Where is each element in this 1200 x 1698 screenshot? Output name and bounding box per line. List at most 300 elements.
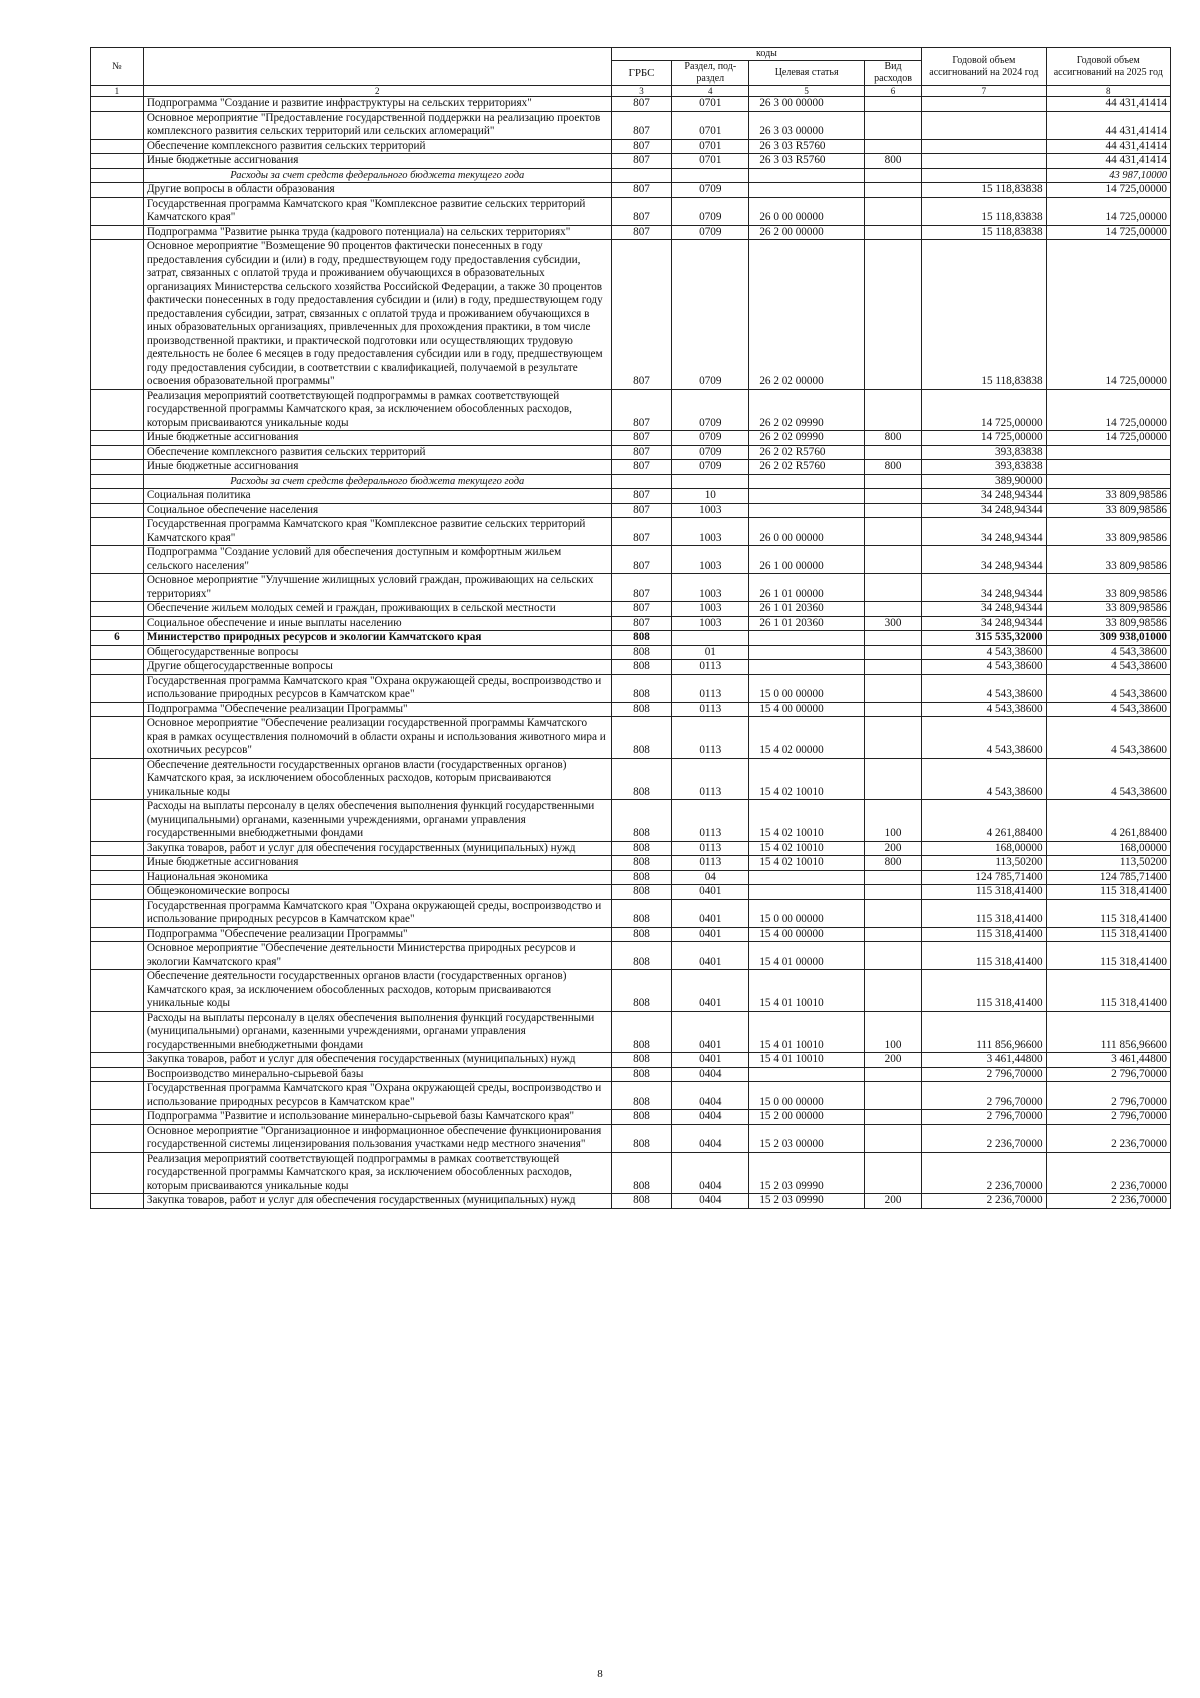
row-name: Подпрограмма "Развитие и использование минерально-сырьевой базы Камчатского края" <box>143 1110 611 1125</box>
row-section: 0401 <box>672 899 749 927</box>
row-number <box>91 702 144 717</box>
row-name: Расходы на выплаты персоналу в целях обеспечения выполнения функций государственными (муниципальными) органами, казенными учреждениями, органами управления государственными внебюджетными фондами <box>143 800 611 842</box>
row-name: Другие вопросы в области образования <box>143 183 611 198</box>
row-grbs: 808 <box>611 758 672 800</box>
row-grbs: 807 <box>611 240 672 390</box>
row-number <box>91 856 144 871</box>
row-expense-type: 800 <box>864 460 921 475</box>
row-name: Обеспечение комплексного развития сельских территорий <box>143 139 611 154</box>
table-row <box>91 139 1171 154</box>
row-amount-2025 <box>1046 445 1170 460</box>
row-number <box>91 717 144 759</box>
row-amount-2025: 309 938,01000 <box>1046 631 1170 646</box>
row-amount-2025: 44 431,41414 <box>1046 111 1170 139</box>
row-section: 0113 <box>672 674 749 702</box>
row-section: 0404 <box>672 1082 749 1110</box>
row-expense-type <box>864 503 921 518</box>
row-section: 0701 <box>672 111 749 139</box>
row-amount-2025: 14 725,00000 <box>1046 431 1170 446</box>
row-target-article: 26 0 00 00000 <box>749 197 865 225</box>
row-number <box>91 1067 144 1082</box>
row-amount-2024 <box>922 168 1046 183</box>
row-section: 0113 <box>672 800 749 842</box>
row-grbs: 808 <box>611 800 672 842</box>
row-amount-2025: 124 785,71400 <box>1046 870 1170 885</box>
table-row <box>91 1082 1171 1110</box>
column-number: 6 <box>864 86 921 97</box>
row-section: 0701 <box>672 154 749 169</box>
row-name: Реализация мероприятий соответствующей подпрограммы в рамках соответствующей государственной программы Камчатского края, за исключением обособленных расходов, которым присваиваются уникальные коды <box>143 1152 611 1194</box>
row-expense-type <box>864 1067 921 1082</box>
row-expense-type: 200 <box>864 841 921 856</box>
row-amount-2025: 4 543,38600 <box>1046 717 1170 759</box>
row-target-article: 26 2 02 R5760 <box>749 460 865 475</box>
row-amount-2024: 34 248,94344 <box>922 574 1046 602</box>
row-expense-type <box>864 631 921 646</box>
row-target-article <box>749 503 865 518</box>
row-amount-2024 <box>922 154 1046 169</box>
row-grbs: 807 <box>611 139 672 154</box>
row-number <box>91 660 144 675</box>
table-row <box>91 927 1171 942</box>
row-grbs <box>611 168 672 183</box>
row-target-article: 26 0 00 00000 <box>749 518 865 546</box>
row-grbs: 808 <box>611 942 672 970</box>
row-number <box>91 460 144 475</box>
row-amount-2025: 44 431,41414 <box>1046 139 1170 154</box>
row-name: Обеспечение жильем молодых семей и граждан, проживающих в сельской местности <box>143 602 611 617</box>
row-expense-type <box>864 197 921 225</box>
row-amount-2024: 4 543,38600 <box>922 674 1046 702</box>
table-row <box>91 489 1171 504</box>
row-target-article: 26 3 00 00000 <box>749 97 865 112</box>
row-target-article: 26 2 02 00000 <box>749 240 865 390</box>
header-expense-type: Вид расходов <box>864 61 921 86</box>
row-grbs: 808 <box>611 1110 672 1125</box>
row-amount-2024: 2 236,70000 <box>922 1194 1046 1209</box>
row-number <box>91 942 144 970</box>
row-amount-2025: 168,00000 <box>1046 841 1170 856</box>
row-number <box>91 225 144 240</box>
row-amount-2024: 168,00000 <box>922 841 1046 856</box>
row-section: 1003 <box>672 602 749 617</box>
row-amount-2024: 34 248,94344 <box>922 602 1046 617</box>
row-number <box>91 1082 144 1110</box>
row-target-article: 15 0 00 00000 <box>749 674 865 702</box>
row-expense-type <box>864 1110 921 1125</box>
row-grbs: 807 <box>611 389 672 431</box>
row-name: Подпрограмма "Обеспечение реализации Программы" <box>143 927 611 942</box>
row-grbs: 808 <box>611 927 672 942</box>
row-section: 1003 <box>672 616 749 631</box>
row-number <box>91 111 144 139</box>
row-target-article: 26 2 02 09990 <box>749 431 865 446</box>
row-amount-2025: 115 318,41400 <box>1046 970 1170 1012</box>
row-amount-2025: 33 809,98586 <box>1046 546 1170 574</box>
header-2025: Годовой объем ассигнований на 2025 год <box>1046 48 1170 86</box>
row-target-article: 26 1 01 20360 <box>749 616 865 631</box>
row-target-article: 26 2 02 R5760 <box>749 445 865 460</box>
table-row <box>91 1011 1171 1053</box>
row-section <box>672 474 749 489</box>
row-amount-2024: 113,50200 <box>922 856 1046 871</box>
row-grbs: 807 <box>611 602 672 617</box>
row-grbs: 808 <box>611 702 672 717</box>
page-number: 8 <box>597 1668 603 1680</box>
row-name: Обеспечение деятельности государственных органов власти (государственных органов) Камчатского края, за исключением обособленных расходов, которым присваиваются уникальные коды <box>143 758 611 800</box>
row-amount-2025: 14 725,00000 <box>1046 240 1170 390</box>
row-amount-2025: 33 809,98586 <box>1046 489 1170 504</box>
row-section: 1003 <box>672 574 749 602</box>
row-grbs: 808 <box>611 645 672 660</box>
row-amount-2024: 15 118,83838 <box>922 225 1046 240</box>
row-name: Основное мероприятие "Организационное и информационное обеспечение функционирования государственной системы лицензирования пользования участками недр местного значения" <box>143 1124 611 1152</box>
row-name: Основное мероприятие "Улучшение жилищных условий граждан, проживающих на сельских территориях" <box>143 574 611 602</box>
row-expense-type: 800 <box>864 154 921 169</box>
row-amount-2024: 4 543,38600 <box>922 660 1046 675</box>
row-amount-2024: 15 118,83838 <box>922 240 1046 390</box>
row-section: 0709 <box>672 460 749 475</box>
row-amount-2025: 4 543,38600 <box>1046 702 1170 717</box>
row-section: 0113 <box>672 660 749 675</box>
row-name: Расходы за счет средств федерального бюджета текущего года <box>143 168 611 183</box>
row-name: Основное мероприятие "Обеспечение реализации государственной программы Камчатского края в рамках осуществления полномочий в области охраны и использования животного мира и охотничьих ресурсов" <box>143 717 611 759</box>
row-number <box>91 899 144 927</box>
header-name-blank <box>143 48 611 86</box>
row-expense-type <box>864 758 921 800</box>
table-row <box>91 645 1171 660</box>
row-grbs: 808 <box>611 899 672 927</box>
row-grbs: 807 <box>611 546 672 574</box>
row-amount-2025: 115 318,41400 <box>1046 927 1170 942</box>
row-amount-2025: 115 318,41400 <box>1046 899 1170 927</box>
table-row <box>91 616 1171 631</box>
row-number <box>91 431 144 446</box>
row-amount-2025: 33 809,98586 <box>1046 518 1170 546</box>
row-amount-2025: 115 318,41400 <box>1046 885 1170 900</box>
row-amount-2024: 34 248,94344 <box>922 616 1046 631</box>
column-number-row <box>91 86 1171 97</box>
row-number <box>91 674 144 702</box>
table-row <box>91 183 1171 198</box>
row-amount-2025: 4 543,38600 <box>1046 674 1170 702</box>
row-amount-2024: 2 796,70000 <box>922 1082 1046 1110</box>
row-number <box>91 602 144 617</box>
row-number <box>91 1053 144 1068</box>
row-name: Подпрограмма "Развитие рынка труда (кадрового потенциала) на сельских территориях" <box>143 225 611 240</box>
row-section: 0401 <box>672 1053 749 1068</box>
row-number <box>91 616 144 631</box>
row-amount-2025 <box>1046 460 1170 475</box>
row-target-article: 15 2 03 09990 <box>749 1152 865 1194</box>
row-target-article: 26 3 03 00000 <box>749 111 865 139</box>
row-expense-type <box>864 183 921 198</box>
row-amount-2024: 34 248,94344 <box>922 503 1046 518</box>
row-amount-2025: 44 431,41414 <box>1046 154 1170 169</box>
table-row <box>91 445 1171 460</box>
column-number: 2 <box>143 86 611 97</box>
table-row <box>91 674 1171 702</box>
row-grbs: 808 <box>611 1152 672 1194</box>
row-amount-2024: 4 543,38600 <box>922 717 1046 759</box>
row-expense-type <box>864 1124 921 1152</box>
row-name: Другие общегосударственные вопросы <box>143 660 611 675</box>
table-row <box>91 970 1171 1012</box>
row-amount-2025: 113,50200 <box>1046 856 1170 871</box>
header-section: Раздел, под-раздел <box>672 61 749 86</box>
row-name: Общегосударственные вопросы <box>143 645 611 660</box>
row-section <box>672 168 749 183</box>
column-number: 7 <box>922 86 1046 97</box>
row-expense-type: 100 <box>864 1011 921 1053</box>
row-amount-2025: 2 236,70000 <box>1046 1124 1170 1152</box>
row-section: 0113 <box>672 702 749 717</box>
row-amount-2025: 14 725,00000 <box>1046 183 1170 198</box>
row-target-article <box>749 489 865 504</box>
row-amount-2025: 44 431,41414 <box>1046 97 1170 112</box>
row-grbs: 807 <box>611 460 672 475</box>
row-grbs: 808 <box>611 841 672 856</box>
row-section <box>672 631 749 646</box>
row-expense-type <box>864 474 921 489</box>
table-row-note <box>91 168 1171 183</box>
table-row <box>91 1110 1171 1125</box>
row-name: Государственная программа Камчатского края "Охрана окружающей среды, воспроизводство и использование природных ресурсов в Камчатском крае" <box>143 1082 611 1110</box>
row-expense-type <box>864 717 921 759</box>
row-section: 0113 <box>672 717 749 759</box>
table-row <box>91 518 1171 546</box>
row-section: 0709 <box>672 225 749 240</box>
row-name: Подпрограмма "Создание условий для обеспечения доступным и комфортным жильем сельского населения" <box>143 546 611 574</box>
row-section: 0709 <box>672 431 749 446</box>
row-section: 0709 <box>672 240 749 390</box>
row-section: 0401 <box>672 942 749 970</box>
row-amount-2025: 33 809,98586 <box>1046 574 1170 602</box>
table-row <box>91 841 1171 856</box>
row-number <box>91 489 144 504</box>
row-name: Обеспечение комплексного развития сельских территорий <box>143 445 611 460</box>
row-amount-2025: 14 725,00000 <box>1046 225 1170 240</box>
table-row <box>91 154 1171 169</box>
row-target-article: 15 0 00 00000 <box>749 1082 865 1110</box>
row-target-article: 26 2 00 00000 <box>749 225 865 240</box>
row-name: Основное мероприятие "Возмещение 90 процентов фактически понесенных в году предоставления субсидии и (или) в году, предшествующем году предоставления субсидии, затрат, связанных с оплатой труда и проживанием обучающихся в образовательных организациях Министерства сельского хозяйства Российской Федерации, а также 30 процентов фактически понесенных в году предоставления субсидии и (или) в году, предшествующем году предоставления субсидии, затрат, связанных с оплатой труда и проживанием обучающихся в иных образовательных организациях, привлеченных для прохождения практики, в том числе производственной практики, и практической подготовки или осуществляющих трудовую деятельность не более 6 месяцев в году предоставления субсидии или в году, предшествующем году предоставления субсидии, в соответствии с квалификацией, получаемой в результате освоения образовательной программы" <box>143 240 611 390</box>
table-row <box>91 240 1171 390</box>
row-grbs: 807 <box>611 183 672 198</box>
row-name: Государственная программа Камчатского края "Охрана окружающей среды, воспроизводство и использование природных ресурсов в Камчатском крае" <box>143 674 611 702</box>
row-grbs: 808 <box>611 870 672 885</box>
row-amount-2024: 34 248,94344 <box>922 489 1046 504</box>
row-number <box>91 183 144 198</box>
column-number: 1 <box>91 86 144 97</box>
row-amount-2024: 115 318,41400 <box>922 970 1046 1012</box>
row-target-article: 15 4 01 10010 <box>749 1011 865 1053</box>
row-expense-type: 800 <box>864 856 921 871</box>
row-number <box>91 645 144 660</box>
row-grbs: 808 <box>611 1011 672 1053</box>
row-amount-2024 <box>922 111 1046 139</box>
row-number <box>91 97 144 112</box>
row-name: Социальное обеспечение и иные выплаты населению <box>143 616 611 631</box>
row-amount-2024: 14 725,00000 <box>922 389 1046 431</box>
row-number <box>91 758 144 800</box>
row-amount-2025: 4 543,38600 <box>1046 645 1170 660</box>
row-name: Социальное обеспечение населения <box>143 503 611 518</box>
table-row <box>91 717 1171 759</box>
row-grbs: 807 <box>611 503 672 518</box>
row-number <box>91 168 144 183</box>
row-number <box>91 154 144 169</box>
row-expense-type <box>864 1082 921 1110</box>
row-grbs: 807 <box>611 518 672 546</box>
row-section: 0701 <box>672 139 749 154</box>
row-section: 0404 <box>672 1124 749 1152</box>
table-row <box>91 1194 1171 1209</box>
row-amount-2024: 3 461,44800 <box>922 1053 1046 1068</box>
table-row <box>91 899 1171 927</box>
row-section: 1003 <box>672 518 749 546</box>
row-amount-2024: 4 261,88400 <box>922 800 1046 842</box>
row-amount-2024: 393,83838 <box>922 445 1046 460</box>
row-section: 0113 <box>672 841 749 856</box>
header-codes: коды <box>611 48 921 61</box>
row-amount-2025: 2 236,70000 <box>1046 1194 1170 1209</box>
row-number <box>91 445 144 460</box>
table-row <box>91 546 1171 574</box>
row-grbs: 808 <box>611 970 672 1012</box>
table-row <box>91 574 1171 602</box>
row-section: 0709 <box>672 389 749 431</box>
row-amount-2024 <box>922 97 1046 112</box>
row-section: 0401 <box>672 927 749 942</box>
table-row-note <box>91 474 1171 489</box>
row-amount-2025: 115 318,41400 <box>1046 942 1170 970</box>
row-expense-type <box>864 518 921 546</box>
row-expense-type <box>864 674 921 702</box>
row-section: 0709 <box>672 183 749 198</box>
row-section: 01 <box>672 645 749 660</box>
row-target-article: 26 3 03 R5760 <box>749 139 865 154</box>
row-target-article: 15 4 01 00000 <box>749 942 865 970</box>
row-target-article: 26 3 03 R5760 <box>749 154 865 169</box>
row-expense-type <box>864 602 921 617</box>
row-section: 0709 <box>672 445 749 460</box>
row-target-article <box>749 870 865 885</box>
row-target-article: 15 4 00 00000 <box>749 927 865 942</box>
row-target-article: 15 4 02 10010 <box>749 856 865 871</box>
row-amount-2024: 15 118,83838 <box>922 183 1046 198</box>
row-expense-type <box>864 389 921 431</box>
row-name: Государственная программа Камчатского края "Комплексное развитие сельских территорий Камчатского края" <box>143 197 611 225</box>
row-name: Подпрограмма "Создание и развитие инфраструктуры на сельских территориях" <box>143 97 611 112</box>
row-expense-type <box>864 489 921 504</box>
row-expense-type <box>864 927 921 942</box>
row-expense-type <box>864 899 921 927</box>
table-row <box>91 111 1171 139</box>
row-expense-type <box>864 168 921 183</box>
row-number <box>91 389 144 431</box>
row-expense-type <box>864 870 921 885</box>
row-number <box>91 503 144 518</box>
row-amount-2025: 4 543,38600 <box>1046 758 1170 800</box>
row-amount-2024: 4 543,38600 <box>922 702 1046 717</box>
row-target-article: 15 4 00 00000 <box>749 702 865 717</box>
header-no: № <box>91 48 144 86</box>
budget-sheet <box>90 47 1171 1209</box>
row-grbs: 807 <box>611 574 672 602</box>
row-name: Иные бюджетные ассигнования <box>143 431 611 446</box>
row-amount-2025: 2 796,70000 <box>1046 1110 1170 1125</box>
row-expense-type <box>864 885 921 900</box>
row-grbs: 808 <box>611 1082 672 1110</box>
row-expense-type <box>864 240 921 390</box>
table-row <box>91 1124 1171 1152</box>
row-name: Закупка товаров, работ и услуг для обеспечения государственных (муниципальных) нужд <box>143 1194 611 1209</box>
row-amount-2025: 33 809,98586 <box>1046 616 1170 631</box>
row-amount-2025: 2 796,70000 <box>1046 1082 1170 1110</box>
row-section: 0404 <box>672 1067 749 1082</box>
row-grbs: 808 <box>611 856 672 871</box>
row-grbs: 807 <box>611 445 672 460</box>
row-grbs: 808 <box>611 1053 672 1068</box>
row-name: Воспроизводство минерально-сырьевой базы <box>143 1067 611 1082</box>
row-expense-type <box>864 942 921 970</box>
row-amount-2025: 3 461,44800 <box>1046 1053 1170 1068</box>
row-name: Иные бюджетные ассигнования <box>143 154 611 169</box>
row-amount-2024: 4 543,38600 <box>922 645 1046 660</box>
row-grbs: 807 <box>611 197 672 225</box>
row-name: Иные бюджетные ассигнования <box>143 460 611 475</box>
table-row <box>91 460 1171 475</box>
table-row <box>91 660 1171 675</box>
row-number <box>91 970 144 1012</box>
row-amount-2024 <box>922 139 1046 154</box>
row-section: 04 <box>672 870 749 885</box>
row-expense-type: 200 <box>864 1194 921 1209</box>
row-amount-2024: 315 535,32000 <box>922 631 1046 646</box>
row-section: 0709 <box>672 197 749 225</box>
table-row <box>91 197 1171 225</box>
row-grbs: 808 <box>611 885 672 900</box>
row-name: Закупка товаров, работ и услуг для обеспечения государственных (муниципальных) нужд <box>143 841 611 856</box>
header-target: Целевая статья <box>749 61 865 86</box>
table-row <box>91 602 1171 617</box>
row-amount-2025: 33 809,98586 <box>1046 602 1170 617</box>
row-grbs: 807 <box>611 154 672 169</box>
table-row <box>91 870 1171 885</box>
row-target-article: 26 1 00 00000 <box>749 546 865 574</box>
column-number: 3 <box>611 86 672 97</box>
header-grbs: ГРБС <box>611 61 672 86</box>
row-amount-2025: 111 856,96600 <box>1046 1011 1170 1053</box>
header-row-1 <box>91 48 1171 61</box>
row-name: Основное мероприятие "Обеспечение деятельности Министерства природных ресурсов и экологии Камчатского края" <box>143 942 611 970</box>
row-amount-2024: 4 543,38600 <box>922 758 1046 800</box>
row-target-article <box>749 183 865 198</box>
row-expense-type <box>864 645 921 660</box>
row-grbs: 807 <box>611 616 672 631</box>
row-number: 6 <box>91 631 144 646</box>
row-amount-2024: 34 248,94344 <box>922 546 1046 574</box>
row-target-article <box>749 631 865 646</box>
row-expense-type <box>864 970 921 1012</box>
row-name: Реализация мероприятий соответствующей подпрограммы в рамках соответствующей государственной программы Камчатского края, за исключением обособленных расходов, которым присваиваются уникальные коды <box>143 389 611 431</box>
row-expense-type <box>864 139 921 154</box>
row-amount-2024: 14 725,00000 <box>922 431 1046 446</box>
table-row <box>91 631 1171 646</box>
column-number: 8 <box>1046 86 1170 97</box>
row-target-article: 15 2 00 00000 <box>749 1110 865 1125</box>
